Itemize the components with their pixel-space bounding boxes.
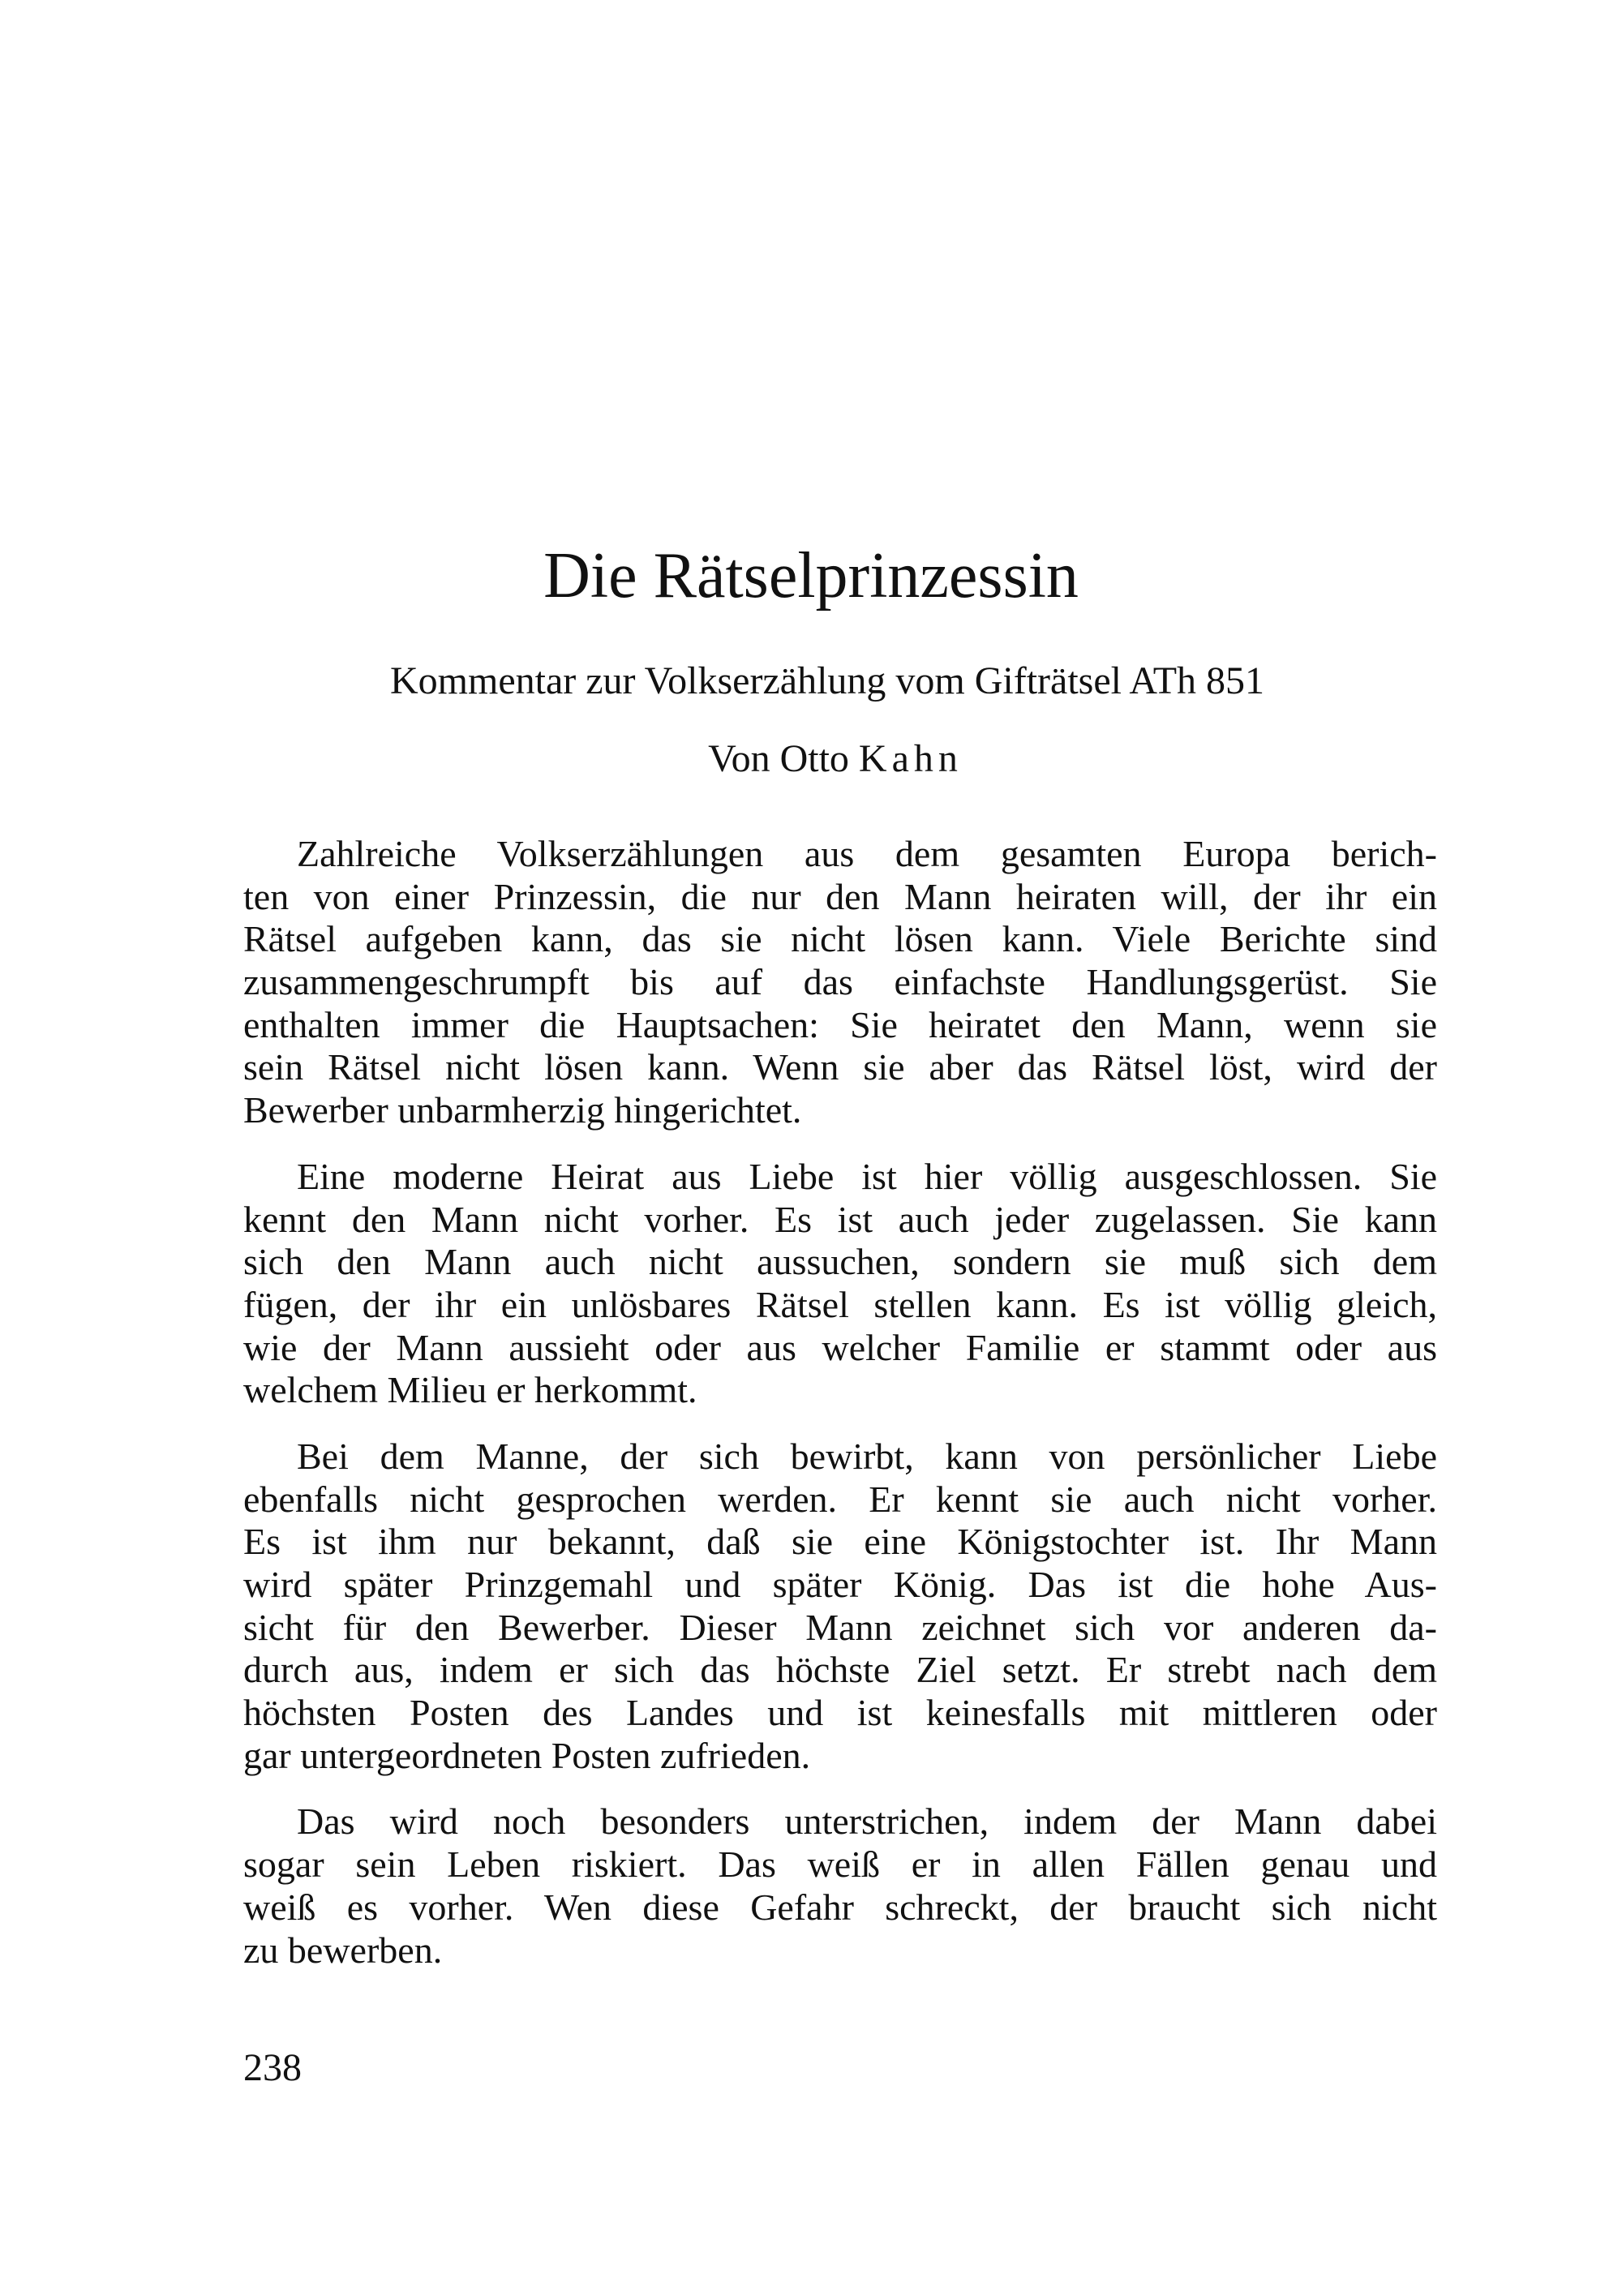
text-line: weiß es vorher. Wen diese Gefahr schreckt, der braucht sich nicht	[243, 1886, 1437, 1928]
author-prefix: Von Otto	[708, 737, 849, 780]
article-title: Die Rätselprinzessin	[543, 540, 1079, 612]
text-line: Bei dem Manne, der sich bewirbt, kann von persönlicher Liebe	[297, 1435, 1437, 1477]
text-line: gar untergeordneten Posten zufrieden.	[243, 1734, 811, 1776]
text-line: fügen, der ihr ein unlösbares Rätsel stellen kann. Es ist völlig gleich,	[243, 1283, 1437, 1325]
text-line: welchem Milieu er herkommt.	[243, 1369, 697, 1411]
text-line: wird später Prinzgemahl und später König. Das ist die hohe Aus-	[243, 1564, 1437, 1605]
text-line: Es ist ihm nur bekannt, daß sie eine Königstochter ist. Ihr Mann	[243, 1521, 1437, 1563]
text-line: Zahlreiche Volkserzählungen aus dem gesamten Europa berich-	[297, 833, 1437, 874]
text-line: höchsten Posten des Landes und ist keinesfalls mit mittleren oder	[243, 1692, 1437, 1734]
paragraph	[243, 1156, 1437, 1412]
text-line: durch aus, indem er sich das höchste Ziel setzt. Er strebt nach dem	[243, 1649, 1437, 1691]
text-line: enthalten immer die Hauptsachen: Sie heiratet den Mann, wenn sie	[243, 1003, 1437, 1045]
text-line: wie der Mann aussieht oder aus welcher Familie er stammt oder aus	[243, 1326, 1437, 1368]
article-subtitle: Kommentar zur Volkserzählung vom Gifträtsel ATh 851	[389, 659, 1265, 702]
text-line: Eine moderne Heirat aus Liebe ist hier völlig ausgeschlossen. Sie	[297, 1155, 1437, 1197]
text-line: Das wird noch besonders unterstrichen, indem der Mann dabei	[297, 1800, 1437, 1843]
text-line: sogar sein Leben riskiert. Das weiß er in allen Fällen genau und	[243, 1843, 1437, 1886]
paragraph	[243, 1800, 1437, 1972]
text-line: sich den Mann auch nicht aussuchen, sondern sie muß sich dem	[243, 1241, 1437, 1283]
text-line: Bewerber unbarmherzig hingerichtet.	[243, 1089, 802, 1131]
page-number: 238	[243, 2046, 302, 2089]
text-line: zu bewerben.	[243, 1929, 443, 1971]
text-line: zusammengeschrumpft bis auf das einfachste Handlungsgerüst. Sie	[243, 961, 1437, 1003]
paragraph	[243, 1436, 1437, 1778]
text-line: ebenfalls nicht gesprochen werden. Er kennt sie auch nicht vorher.	[243, 1478, 1437, 1520]
author-line	[0, 733, 1622, 785]
paragraph	[243, 833, 1437, 1132]
text-line: Rätsel aufgeben kann, das sie nicht lösen kann. Viele Berichte sind	[243, 918, 1437, 960]
text-line: ten von einer Prinzessin, die nur den Mann heiraten will, der ihr ein	[243, 875, 1437, 917]
text-line: sein Rätsel nicht lösen kann. Wenn sie aber das Rätsel löst, wird der	[243, 1046, 1437, 1088]
text-line: kennt den Mann nicht vorher. Es ist auch jeder zugelassen. Sie kann	[243, 1198, 1437, 1240]
article-body	[243, 833, 1437, 1995]
text-line: sicht für den Bewerber. Dieser Mann zeichnet sich vor anderen da-	[243, 1606, 1437, 1648]
author-name: Kahn	[858, 737, 963, 780]
